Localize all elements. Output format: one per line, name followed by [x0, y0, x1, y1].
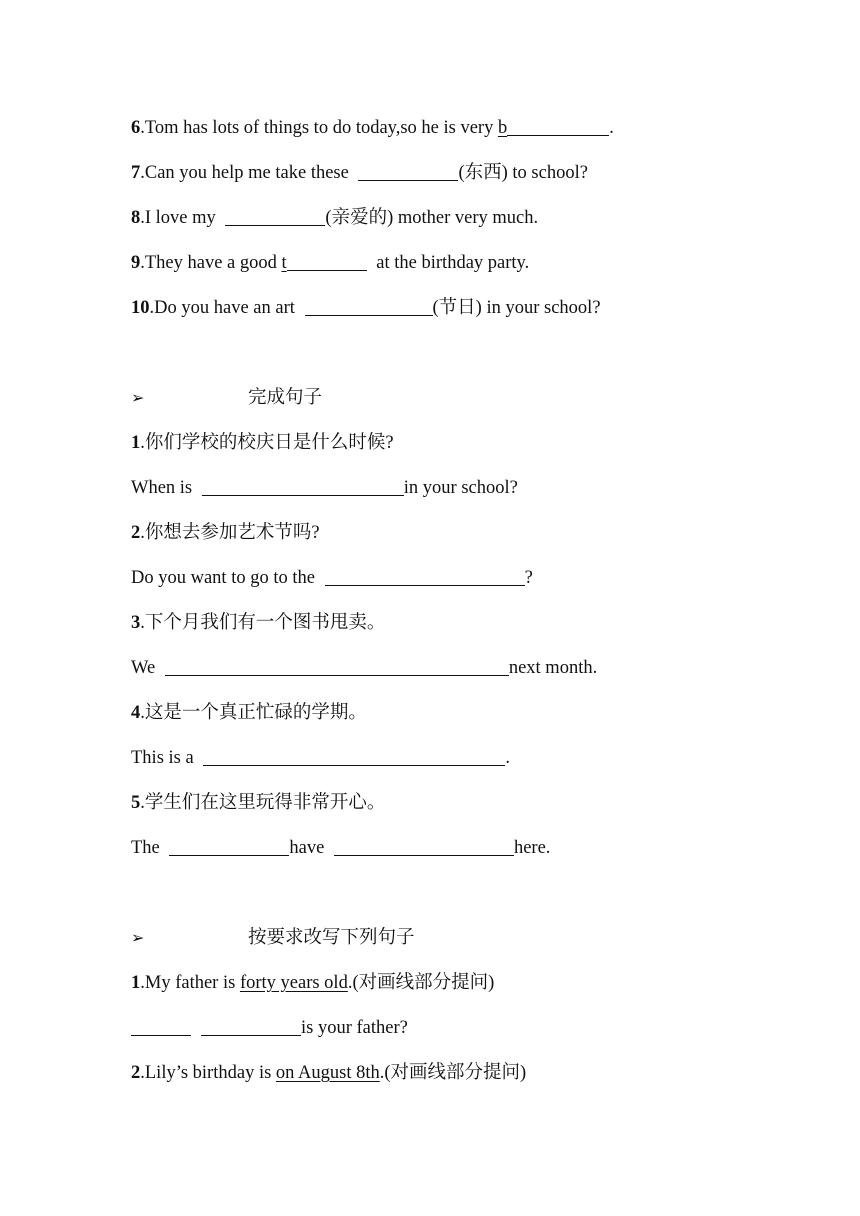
question-text: .Can you help me take these — [140, 163, 354, 183]
question-number: 4 — [131, 703, 141, 723]
question-number: 6 — [131, 118, 141, 138]
question-text: .Lily’s birthday is — [140, 1063, 276, 1083]
arrow-bullet-icon: ➢ — [131, 928, 145, 947]
question-8 — [131, 206, 538, 230]
chinese-sentence: .学生们在这里玩得非常开心。 — [140, 793, 386, 813]
answer-blank[interactable] — [507, 117, 609, 136]
question-text-end: (节日) in your school? — [432, 298, 601, 318]
question-text-end: (亲爱的) mother very much. — [325, 208, 539, 228]
chinese-sentence: .你想去参加艺术节吗? — [140, 523, 320, 543]
question-instruction: .(对画线部分提问) — [379, 1063, 527, 1083]
answer-blank[interactable] — [287, 252, 367, 271]
chinese-sentence: .下个月我们有一个图书甩卖。 — [140, 613, 386, 633]
answer-blank[interactable] — [165, 657, 509, 676]
answer-suffix: is your father? — [301, 1018, 408, 1038]
translation-item-2-zh — [131, 521, 320, 545]
question-text-end: (东西) to school? — [458, 163, 588, 183]
translation-item-3-zh — [131, 611, 385, 635]
answer-blank[interactable] — [358, 162, 458, 181]
answer-blank[interactable] — [334, 837, 514, 856]
translation-item-4-zh — [131, 701, 367, 725]
hint-letter: b — [497, 118, 508, 138]
arrow-bullet-icon: ➢ — [131, 388, 145, 407]
english-suffix: in your school? — [403, 478, 518, 498]
english-prefix: This is a — [131, 748, 199, 768]
translation-item-5-en — [131, 836, 550, 860]
answer-blank[interactable] — [305, 297, 433, 316]
underlined-phrase: on August 8th — [275, 1063, 380, 1083]
rewrite-item-1 — [131, 971, 494, 995]
question-text: .They have a good — [140, 253, 282, 273]
english-prefix: The — [131, 838, 165, 858]
chinese-sentence: .你们学校的校庆日是什么时候? — [140, 433, 394, 453]
translation-item-5-zh — [131, 791, 385, 815]
answer-blank[interactable] — [169, 837, 289, 856]
question-text: .Tom has lots of things to do today,so he is very — [140, 118, 498, 138]
answer-blank[interactable] — [201, 1017, 301, 1036]
rewrite-item-1-answer — [131, 1016, 408, 1040]
translation-item-1-zh — [131, 431, 394, 455]
underlined-phrase: forty years old — [239, 973, 348, 993]
translation-item-2-en — [131, 566, 533, 590]
question-text-end: . — [609, 118, 614, 138]
english-suffix: . — [505, 748, 510, 768]
english-prefix: When is — [131, 478, 197, 498]
question-number: 1 — [131, 973, 141, 993]
english-middle: have — [289, 838, 329, 858]
question-9 — [131, 251, 529, 275]
answer-blank[interactable] — [202, 477, 404, 496]
chinese-sentence: .这是一个真正忙碌的学期。 — [140, 703, 367, 723]
question-text: .Do you have an art — [149, 298, 300, 318]
answer-blank[interactable] — [325, 567, 525, 586]
question-text-end: at the birthday party. — [371, 253, 530, 273]
question-number: 7 — [131, 163, 141, 183]
question-10 — [131, 296, 601, 320]
question-6 — [131, 116, 614, 140]
section-title: 完成句子 — [248, 388, 323, 408]
section-title: 按要求改写下列句子 — [248, 928, 415, 948]
english-prefix: We — [131, 658, 160, 678]
question-number: 2 — [131, 523, 141, 543]
answer-blank[interactable] — [203, 747, 505, 766]
answer-blank[interactable] — [131, 1017, 191, 1036]
question-7 — [131, 161, 588, 185]
english-prefix: Do you want to go to the — [131, 568, 320, 588]
question-text: .I love my — [140, 208, 221, 228]
hint-letter: t — [281, 253, 287, 273]
question-text: .My father is — [140, 973, 240, 993]
question-instruction: .(对画线部分提问) — [347, 973, 495, 993]
question-number: 3 — [131, 613, 141, 633]
translation-item-1-en — [131, 476, 518, 500]
section-heading-complete-sentences — [131, 386, 322, 410]
question-number: 10 — [131, 298, 150, 318]
rewrite-item-2 — [131, 1061, 526, 1085]
question-number: 8 — [131, 208, 141, 228]
translation-item-4-en — [131, 746, 510, 770]
english-suffix: ? — [524, 568, 533, 588]
answer-blank[interactable] — [225, 207, 325, 226]
english-suffix: next month. — [508, 658, 598, 678]
translation-item-3-en — [131, 656, 597, 680]
section-heading-rewrite-sentences — [131, 926, 415, 950]
question-number: 2 — [131, 1063, 141, 1083]
english-suffix: here. — [513, 838, 551, 858]
question-number: 1 — [131, 433, 141, 453]
question-number: 9 — [131, 253, 141, 273]
question-number: 5 — [131, 793, 141, 813]
